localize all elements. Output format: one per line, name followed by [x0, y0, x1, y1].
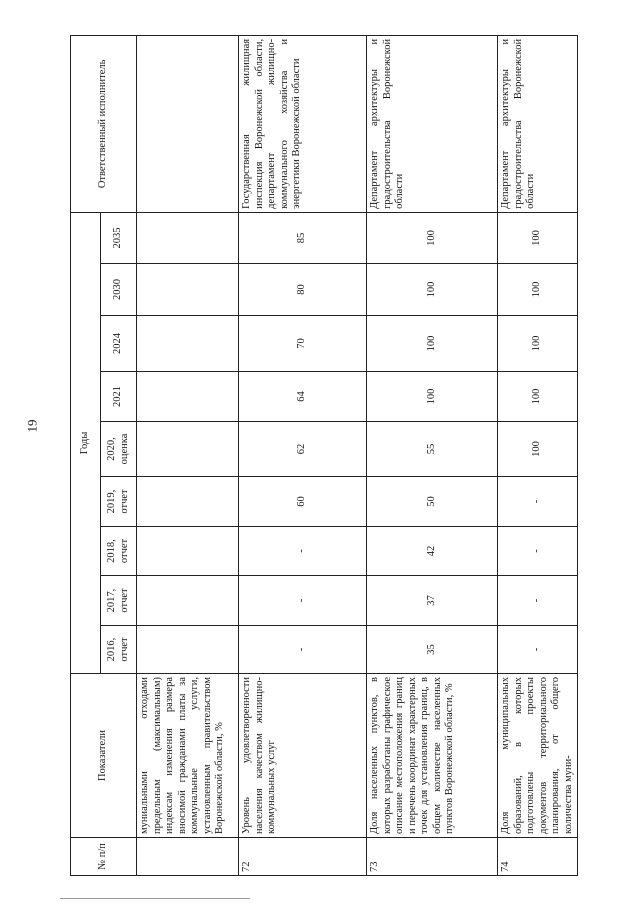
- row-indicator: муниальными отходами предельным (максимальным) индексам изменения размера вносимой гражданами платы за коммунальные услуги, установленным правительством Воронежской области, %: [137, 674, 239, 838]
- row-responsible: [137, 35, 239, 212]
- year-header: 2016, отчет: [101, 626, 137, 674]
- row-responsible: Департамент архитектуры и градостроительства Воронежской области: [367, 35, 498, 212]
- row-value: -: [498, 527, 578, 576]
- row-value: [137, 422, 239, 477]
- row-responsible: Департамент архитектуры и градостроительства Воронежской области: [498, 35, 578, 212]
- header-indicators: Показатели: [71, 674, 137, 838]
- row-value: 100: [498, 264, 578, 316]
- page-number: 19: [24, 419, 40, 433]
- row-num: 72: [239, 838, 367, 876]
- row-value: 62: [239, 422, 367, 477]
- row-value: 70: [239, 316, 367, 372]
- row-value: 100: [498, 212, 578, 263]
- year-header: 2035: [101, 212, 137, 263]
- row-value: [137, 527, 239, 576]
- row-num: [137, 838, 239, 876]
- row-value: 80: [239, 264, 367, 316]
- year-header: 2021: [101, 372, 137, 422]
- row-value: 100: [367, 372, 498, 422]
- table-row: [498, 35, 578, 875]
- year-header: 2018, отчет: [101, 527, 137, 576]
- row-value: 35: [367, 626, 498, 674]
- row-value: [137, 212, 239, 263]
- row-value: 60: [239, 477, 367, 527]
- row-value: [137, 626, 239, 674]
- header-row-top: [71, 35, 101, 875]
- row-value: -: [498, 626, 578, 674]
- row-num: 73: [367, 838, 498, 876]
- year-header: 2030: [101, 264, 137, 316]
- row-value: 100: [498, 316, 578, 372]
- row-value: 50: [367, 477, 498, 527]
- row-indicator: Доля муниципальных образований, в которых подготовлены проекты документов территориального планирования, от общего количества муни-: [498, 674, 578, 838]
- row-value: -: [498, 477, 578, 527]
- header-years: Годы: [71, 212, 101, 673]
- row-value: 55: [367, 422, 498, 477]
- row-value: 64: [239, 372, 367, 422]
- year-header: 2017, отчет: [101, 576, 137, 626]
- table-row: [239, 35, 367, 875]
- footer-divider: [60, 898, 250, 899]
- row-indicator: Уровень удовлетворенности населения качеством жилищно-коммунальных услуг: [239, 674, 367, 838]
- row-num: 74: [498, 838, 578, 876]
- row-value: [137, 372, 239, 422]
- row-value: 42: [367, 527, 498, 576]
- row-value: -: [498, 576, 578, 626]
- year-header: 2024: [101, 316, 137, 372]
- table-row: [367, 35, 498, 875]
- row-value: [137, 477, 239, 527]
- row-value: 85: [239, 212, 367, 263]
- row-value: 100: [367, 264, 498, 316]
- row-value: [137, 576, 239, 626]
- table-row: [137, 35, 239, 875]
- header-num: № п/п: [71, 838, 137, 876]
- row-value: 37: [367, 576, 498, 626]
- row-value: 100: [498, 422, 578, 477]
- row-responsible: Государственная жилищная инспекция Воронежской области, департамент жилищно-коммунального хозяйства и энергетики Воронежской области: [239, 35, 367, 212]
- header-responsible: Ответственный исполнитель: [71, 35, 137, 212]
- indicators-table: [70, 35, 578, 876]
- row-value: -: [239, 626, 367, 674]
- rotated-table-container: [70, 36, 574, 876]
- year-header: 2020, оценка: [101, 422, 137, 477]
- year-header: 2019, отчет: [101, 477, 137, 527]
- row-value: 100: [367, 316, 498, 372]
- row-indicator: Доля населенных пунктов, в которых разработаны графическое описание местоположения границ и перечень координат характерных точек для установления границ, в общем количестве населенных пунктов Воронежской области, %: [367, 674, 498, 838]
- row-value: [137, 316, 239, 372]
- row-value: 100: [498, 372, 578, 422]
- row-value: [137, 264, 239, 316]
- row-value: -: [239, 527, 367, 576]
- row-value: -: [239, 576, 367, 626]
- row-value: 100: [367, 212, 498, 263]
